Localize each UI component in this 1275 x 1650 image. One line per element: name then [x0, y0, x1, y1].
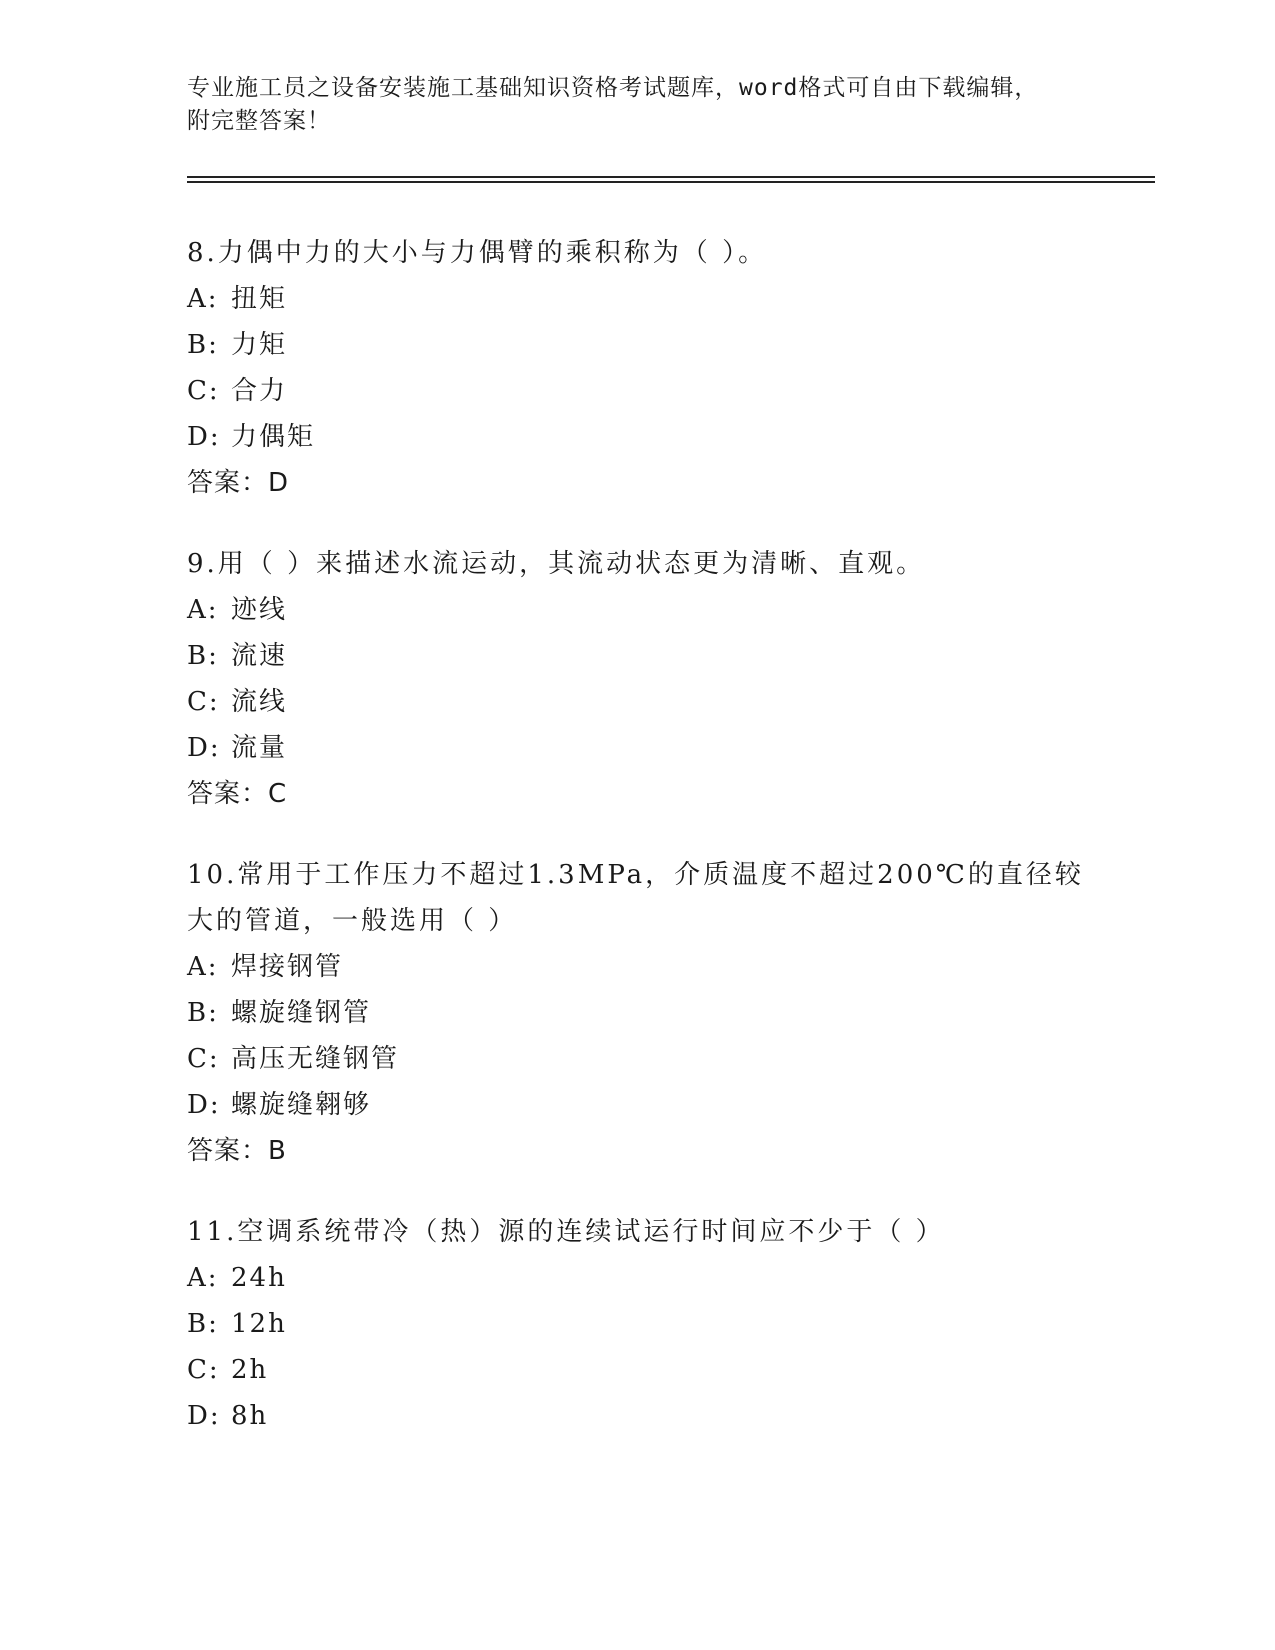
- option-a: [187, 944, 1087, 990]
- option-text: 流线: [231, 687, 288, 717]
- option-c: [187, 368, 1087, 414]
- question-8: [187, 230, 1087, 506]
- option-a: [187, 587, 1087, 633]
- option-letter: C:: [187, 376, 220, 406]
- option-text: 力偶矩: [231, 422, 316, 452]
- option-letter: B:: [187, 998, 219, 1028]
- option-letter: D:: [187, 733, 221, 763]
- option-letter: C:: [187, 1044, 220, 1074]
- option-letter: A:: [187, 1263, 219, 1293]
- answer: 答案：C: [187, 779, 288, 809]
- option-a: [187, 1255, 1087, 1301]
- option-letter: B:: [187, 641, 219, 671]
- option-text: 焊接钢管: [231, 952, 344, 982]
- question-9: [187, 541, 1087, 817]
- option-b: [187, 1301, 1087, 1347]
- option-d: [187, 1082, 1087, 1128]
- option-letter: B:: [187, 1309, 219, 1339]
- option-text: 高压无缝钢管: [231, 1044, 400, 1074]
- answer: 答案：B: [187, 1136, 287, 1166]
- question-text: 11.空调系统带冷（热）源的连续试运行时间应不少于（ ）: [187, 1217, 945, 1247]
- option-letter: D:: [187, 422, 221, 452]
- question-text: 8.力偶中力的大小与力偶臂的乘积称为（ ）。: [187, 238, 768, 268]
- header-divider-bottom: [187, 181, 1155, 183]
- option-letter: A:: [187, 952, 219, 982]
- option-text: 迹线: [231, 595, 288, 625]
- option-c: [187, 679, 1087, 725]
- option-letter: C:: [187, 687, 220, 717]
- option-text: 流量: [231, 733, 288, 763]
- option-text: 力矩: [231, 330, 288, 360]
- option-d: [187, 725, 1087, 771]
- option-text: 螺旋缝翱够: [231, 1090, 372, 1120]
- option-letter: A:: [187, 595, 219, 625]
- option-letter: D:: [187, 1090, 221, 1120]
- option-b: [187, 633, 1087, 679]
- question-text: 10.常用于工作压力不超过1.3MPa，介质温度不超过200℃的直径较大的管道，一般选用（ ）: [187, 860, 1084, 936]
- option-text: 螺旋缝钢管: [231, 998, 372, 1028]
- option-text: 12h: [231, 1309, 287, 1339]
- option-text: 扭矩: [231, 284, 288, 314]
- option-letter: C:: [187, 1355, 220, 1385]
- answer: 答案：D: [187, 468, 290, 498]
- question-11: [187, 1209, 1087, 1439]
- option-text: 24h: [231, 1263, 287, 1293]
- option-b: [187, 322, 1087, 368]
- option-text: 2h: [231, 1355, 269, 1385]
- option-a: [187, 276, 1087, 322]
- header-divider-top: [187, 176, 1155, 178]
- option-text: 流速: [231, 641, 288, 671]
- option-c: [187, 1036, 1087, 1082]
- option-text: 合力: [231, 376, 288, 406]
- option-letter: A:: [187, 284, 219, 314]
- option-c: [187, 1347, 1087, 1393]
- header-line-2: 附完整答案！: [187, 108, 331, 134]
- header-line-1: 专业施工员之设备安装施工基础知识资格考试题库，word格式可自由下载编辑，: [187, 75, 1039, 101]
- question-text: 9.用（ ）来描述水流运动，其流动状态更为清晰、直观。: [187, 549, 926, 579]
- option-d: [187, 414, 1087, 460]
- option-letter: D:: [187, 1401, 221, 1431]
- option-d: [187, 1393, 1087, 1439]
- question-10: [187, 852, 1087, 1174]
- document-header: [187, 72, 1087, 138]
- option-text: 8h: [231, 1401, 269, 1431]
- option-letter: B:: [187, 330, 219, 360]
- option-b: [187, 990, 1087, 1036]
